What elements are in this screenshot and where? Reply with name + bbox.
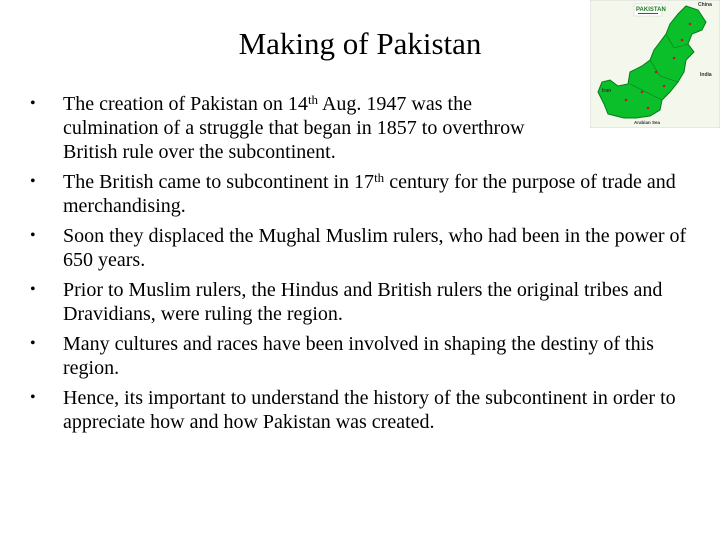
bullet-dot: •	[30, 95, 36, 112]
bullet-dot: •	[30, 281, 36, 298]
bullet-dot: •	[30, 335, 36, 352]
bullet-dot: •	[30, 173, 36, 190]
bullet-item	[0, 170, 720, 218]
bullet-text-end: Aug. 1947 was the culmination of a struggle that began in 1857 to overthrow British rule over the subcontinent.	[63, 93, 525, 163]
map-label-iran: Iran	[602, 88, 612, 94]
bullet-dot: •	[30, 227, 36, 244]
bullet-text: Many cultures and races have been involved in shaping the destiny of this region.	[63, 333, 654, 379]
bullet-item	[0, 386, 720, 434]
map-legend-bar	[638, 13, 658, 14]
bullet-list	[0, 92, 720, 440]
bullet-text-start: The creation of Pakistan on 14	[63, 93, 308, 115]
bullet-text-end: century for the purpose of trade and merchandising.	[63, 171, 676, 217]
map-title: PAKISTAN	[636, 7, 666, 13]
map-label-china: China	[698, 2, 712, 8]
bullet-item	[0, 92, 720, 164]
bullet-text-start: The British came to subcontinent in 17	[63, 171, 375, 193]
bullet-text: Soon they displaced the Mughal Muslim rulers, who had been in the power of 650 years.	[63, 225, 687, 271]
bullet-superscript: th	[307, 92, 319, 107]
bullet-item	[0, 278, 720, 326]
bullet-dot: •	[30, 389, 36, 406]
bullet-item	[0, 332, 720, 380]
bullet-item	[0, 224, 720, 272]
slide-title: Making of Pakistan	[238, 26, 482, 61]
bullet-superscript: th	[374, 170, 385, 185]
map-label-arabian-sea: Arabian Sea	[634, 120, 661, 125]
map-label-india: India	[700, 72, 712, 78]
bullet-text: Prior to Muslim rulers, the Hindus and British rulers the original tribes and Dravidians, were ruling the region.	[63, 279, 663, 325]
bullet-text: Hence, its important to understand the history of the subcontinent in order to appreciate how and how Pakistan was created.	[63, 387, 676, 433]
